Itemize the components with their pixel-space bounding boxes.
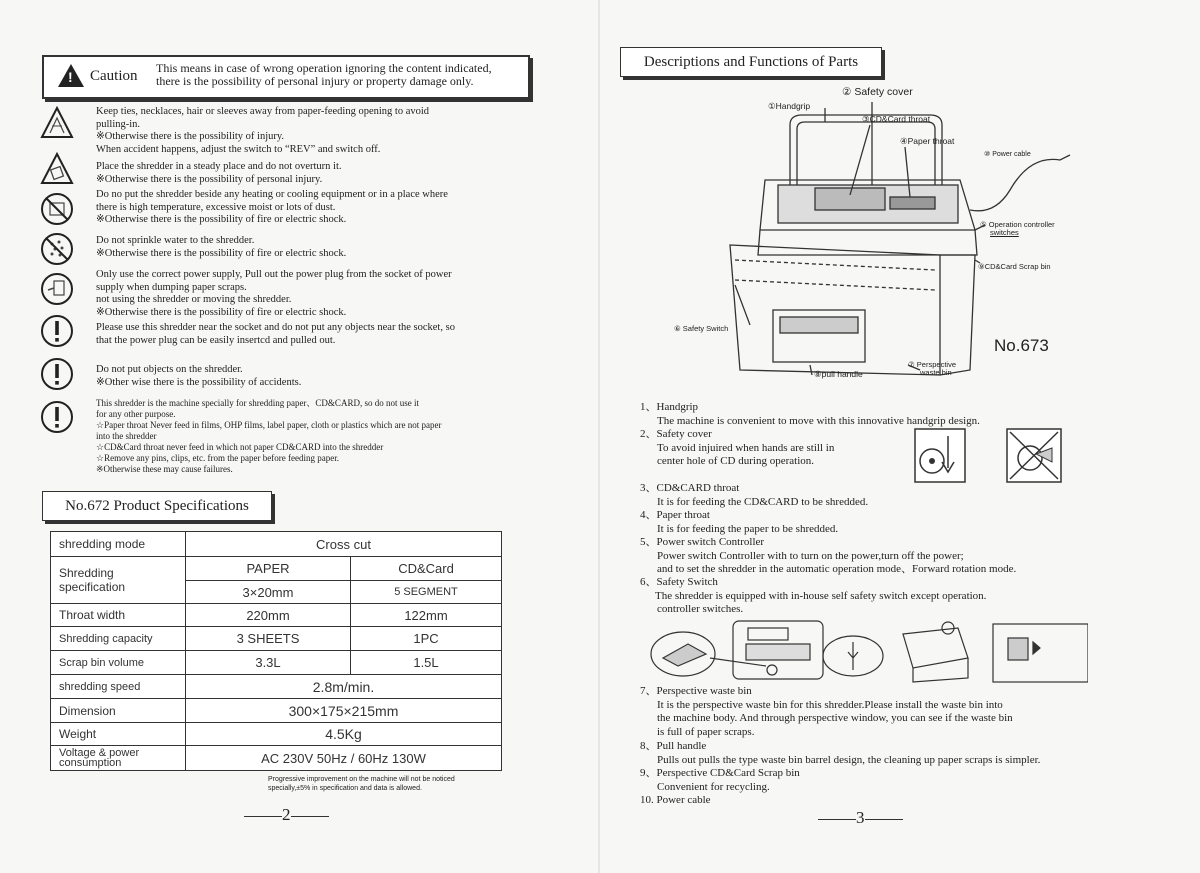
warning-text-1: Keep ties, necklaces, hair or sleeves away from paper-feeding opening to avoid pulling-in. ※Otherwise there is the possibility of injury. When accident happens, adjust the switch to “REV” and switch off. — [96, 106, 430, 155]
table-row: shredding mode Cross cut — [51, 532, 502, 557]
warning-text-2: Place the shredder in a steady place and do not overturn it. ※Otherwise there is the possibility of personal injury. — [96, 161, 342, 185]
part-item-10: 10. Power cable — [640, 794, 711, 806]
table-row: Shredding specification PAPER CD&Card — [51, 557, 502, 581]
label-paper-throat: ④Paper throat — [900, 136, 955, 146]
table-row: Dimension 300×175×215mm — [51, 699, 502, 723]
table-row: Shredding capacity 3 SHEETS 1PC — [51, 627, 502, 651]
part-item-5: 5、Power switch Controller Power switch Controller with to turn on the power,turn off the power; and to set the shredder in the automatic operation mode、Forward rotation mode. — [640, 536, 1017, 575]
exclamation-icon — [40, 357, 74, 391]
warning-triangle-icon: ! — [58, 64, 84, 87]
cd-safety-icon — [914, 428, 966, 483]
label-cd-throat: ③CD&Card throat — [862, 114, 931, 124]
part-item-9: 9、Perspective CD&Card Scrap bin Convenient for recycling. — [640, 767, 800, 793]
label-safety-switch: ⑥ Safety Switch — [674, 324, 729, 333]
warning-text-5: Only use the correct power supply, Pull out the power plug from the socket of power supply when dumping paper scraps. not using the shredder or moving the shredder. ※Otherwise there is the possibility of fire or electric shock. — [96, 269, 452, 318]
exclamation-icon — [40, 400, 74, 434]
label-handgrip: ①Handgrip — [768, 101, 811, 111]
label-scrap-bin: ⑨CD&Card Scrap bin — [978, 262, 1051, 271]
no-entanglement-icon — [40, 106, 74, 140]
warning-text-8: This shredder is the machine specially for shredding paper、CD&CARD, so do not use it for any other purpose. ☆Paper throat Never feed in films, OHP films, label paper, cloth or plastics which are not paper into the shredder ☆CD&Card throat never feed in which not paper CD&CARD into the shredder ☆Remove any pins, clips, etc. from the paper before feeding paper. ※Otherwise these may cause failures. — [96, 398, 442, 474]
spec-table — [50, 531, 502, 771]
unplug-icon — [40, 272, 74, 306]
warning-text-6: Please use this shredder near the socket and do not put any objects near the socket, so that the power plug can be easily insertcd and pulled out. — [96, 322, 455, 346]
table-row: shredding speed 2.8m/min. — [51, 675, 502, 699]
label-power-cable: ⑩ Power cable — [984, 151, 1031, 158]
no-heat-icon — [40, 192, 74, 226]
exclamation-icon — [40, 314, 74, 348]
page-number-left: 2 — [244, 805, 329, 825]
table-row: 3×20mm 5 SEGMENT — [51, 581, 502, 604]
part-item-1: 1、Handgrip The machine is convenient to move with this innovative handgrip design. — [640, 401, 980, 427]
part-item-3: 3、CD&CARD throat It is for feeding the CD&CARD to be shredded. — [640, 482, 869, 508]
part-item-4: 4、Paper throat It is for feeding the paper to be shredded. — [640, 509, 839, 535]
no-overturn-icon — [40, 152, 74, 186]
spec-section-title: No.672 Product Specifications — [42, 491, 272, 521]
table-row: Voltage & power consumption AC 230V 50Hz / 60Hz 130W — [51, 746, 502, 771]
label-safety-cover: ② Safety cover — [842, 86, 913, 98]
table-row: Scrap bin volume 3.3L 1.5L — [51, 651, 502, 675]
parts-section-title: Descriptions and Functions of Parts — [620, 47, 882, 77]
warning-text-4: Do not sprinkle water to the shredder. ※Otherwise there is the possibility of fire or electric shock. — [96, 235, 347, 259]
spec-footnote: Progressive improvement on the machine will not be noticed specially,±5% in specification and data is allowed. — [268, 776, 455, 792]
label-operation-switches: ⑤ Operation controller switches — [980, 220, 1055, 237]
part-item-7: 7、Perspective waste bin It is the perspective waste bin for this shredder.Please install the waste bin into the machine body. And through perspective window, you can see if the waste bin is full of paper scraps. — [640, 685, 1013, 738]
page-number-right: 3 — [818, 808, 903, 828]
part-item-8: 8、Pull handle Pulls out pulls the type waste bin barrel design, the cleaning up paper scraps is simpler. — [640, 740, 1041, 766]
warning-text-7: Do not put objects on the shredder. ※Other wise there is the possibility of accidents. — [96, 364, 302, 388]
label-pull-handle: ⑧pull handle — [814, 369, 863, 379]
caution-banner — [42, 55, 530, 99]
part-item-2: 2、Safety cover To avoid injuired when hands are still in center hole of CD during operation. — [640, 428, 835, 467]
safety-switch-illustration — [648, 618, 1088, 686]
part-item-6: 6、Safety Switch The shredder is equipped with in-house self safety switch except operation. controller switches. — [640, 576, 987, 615]
model-number: No.673 — [994, 336, 1049, 355]
table-row: Throat width 220mm 122mm — [51, 604, 502, 627]
table-row: Weight 4.5Kg — [51, 723, 502, 746]
no-hand-cd-icon — [1006, 428, 1062, 483]
label-waste-bin: ⑦ Perspective waste bin — [908, 360, 956, 377]
no-water-icon — [40, 232, 74, 266]
warning-text-3: Do no put the shredder beside any heating or cooling equipment or in a place where there is high temperature, excessive moist or lots of dust. ※Otherwise there is the possibility of fire or electric shock. — [96, 189, 448, 225]
caution-description: This means in case of wrong operation ignoring the content indicated, there is the possibility of personal injury or property damage only. — [156, 61, 492, 88]
caution-label: Caution — [90, 68, 138, 84]
